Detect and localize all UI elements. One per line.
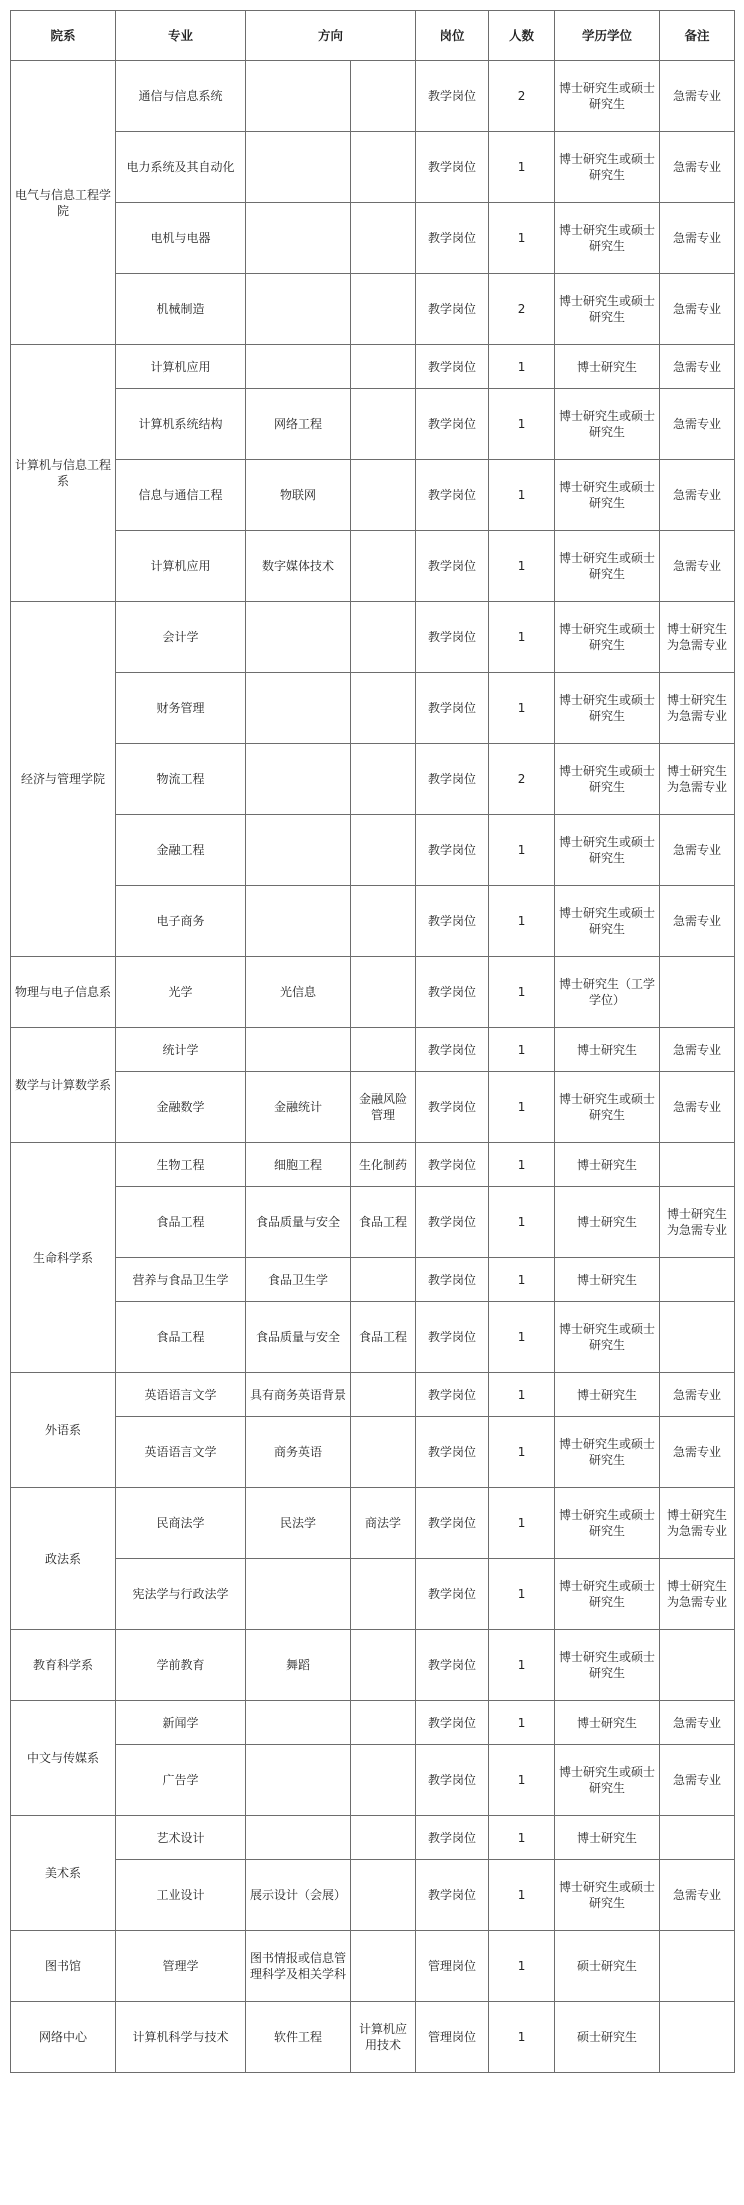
major-cell: 光学 bbox=[116, 957, 246, 1028]
table-row bbox=[11, 673, 735, 744]
table-row bbox=[11, 1417, 735, 1488]
degree-cell: 博士研究生或硕士研究生 bbox=[555, 531, 660, 602]
post-cell: 教学岗位 bbox=[416, 531, 489, 602]
direction-cell bbox=[246, 1028, 351, 1072]
sub-direction-cell: 食品工程 bbox=[351, 1302, 416, 1373]
table-row bbox=[11, 1072, 735, 1143]
post-cell: 教学岗位 bbox=[416, 815, 489, 886]
count-cell: 1 bbox=[489, 1143, 555, 1187]
count-cell: 1 bbox=[489, 1630, 555, 1701]
post-cell: 教学岗位 bbox=[416, 886, 489, 957]
direction-cell: 数字媒体技术 bbox=[246, 531, 351, 602]
sub-direction-cell bbox=[351, 274, 416, 345]
post-cell: 教学岗位 bbox=[416, 1302, 489, 1373]
remark-cell: 急需专业 bbox=[660, 1373, 735, 1417]
header-major: 专业 bbox=[116, 11, 246, 61]
table-row bbox=[11, 1258, 735, 1302]
count-cell: 1 bbox=[489, 1816, 555, 1860]
sub-direction-cell bbox=[351, 1559, 416, 1630]
remark-cell bbox=[660, 1816, 735, 1860]
post-cell: 教学岗位 bbox=[416, 1373, 489, 1417]
sub-direction-cell bbox=[351, 1028, 416, 1072]
remark-cell: 急需专业 bbox=[660, 203, 735, 274]
remark-cell: 急需专业 bbox=[660, 1072, 735, 1143]
table-row bbox=[11, 460, 735, 531]
direction-cell: 食品卫生学 bbox=[246, 1258, 351, 1302]
remark-cell bbox=[660, 1630, 735, 1701]
remark-cell: 急需专业 bbox=[660, 61, 735, 132]
direction-cell bbox=[246, 1701, 351, 1745]
sub-direction-cell bbox=[351, 1373, 416, 1417]
direction-cell bbox=[246, 815, 351, 886]
sub-direction-cell bbox=[351, 1931, 416, 2002]
table-row bbox=[11, 132, 735, 203]
table-row bbox=[11, 1302, 735, 1373]
major-cell: 财务管理 bbox=[116, 673, 246, 744]
sub-direction-cell bbox=[351, 815, 416, 886]
direction-cell bbox=[246, 274, 351, 345]
table-row bbox=[11, 1373, 735, 1417]
major-cell: 广告学 bbox=[116, 1745, 246, 1816]
table-row bbox=[11, 744, 735, 815]
major-cell: 计算机应用 bbox=[116, 345, 246, 389]
table-row bbox=[11, 1630, 735, 1701]
remark-cell: 急需专业 bbox=[660, 389, 735, 460]
count-cell: 1 bbox=[489, 1028, 555, 1072]
degree-cell: 博士研究生或硕士研究生 bbox=[555, 602, 660, 673]
degree-cell: 博士研究生或硕士研究生 bbox=[555, 274, 660, 345]
major-cell: 通信与信息系统 bbox=[116, 61, 246, 132]
direction-cell: 民法学 bbox=[246, 1488, 351, 1559]
count-cell: 1 bbox=[489, 345, 555, 389]
post-cell: 教学岗位 bbox=[416, 1028, 489, 1072]
direction-cell: 物联网 bbox=[246, 460, 351, 531]
college-cell: 电气与信息工程学院 bbox=[11, 61, 116, 345]
count-cell: 1 bbox=[489, 1488, 555, 1559]
remark-cell: 博士研究生为急需专业 bbox=[660, 1187, 735, 1258]
degree-cell: 博士研究生或硕士研究生 bbox=[555, 1745, 660, 1816]
count-cell: 1 bbox=[489, 132, 555, 203]
direction-cell: 食品质量与安全 bbox=[246, 1302, 351, 1373]
table-body bbox=[11, 61, 735, 2073]
table-row bbox=[11, 602, 735, 673]
sub-direction-cell: 计算机应用技术 bbox=[351, 2002, 416, 2073]
sub-direction-cell: 商法学 bbox=[351, 1488, 416, 1559]
degree-cell: 硕士研究生 bbox=[555, 1931, 660, 2002]
remark-cell: 博士研究生为急需专业 bbox=[660, 744, 735, 815]
sub-direction-cell bbox=[351, 1630, 416, 1701]
remark-cell: 博士研究生为急需专业 bbox=[660, 1488, 735, 1559]
post-cell: 教学岗位 bbox=[416, 673, 489, 744]
table-row bbox=[11, 531, 735, 602]
major-cell: 机械制造 bbox=[116, 274, 246, 345]
degree-cell: 博士研究生 bbox=[555, 1701, 660, 1745]
college-cell: 教育科学系 bbox=[11, 1630, 116, 1701]
major-cell: 统计学 bbox=[116, 1028, 246, 1072]
remark-cell bbox=[660, 2002, 735, 2073]
sub-direction-cell: 食品工程 bbox=[351, 1187, 416, 1258]
direction-cell bbox=[246, 744, 351, 815]
degree-cell: 博士研究生或硕士研究生 bbox=[555, 1302, 660, 1373]
sub-direction-cell bbox=[351, 389, 416, 460]
degree-cell: 博士研究生 bbox=[555, 1028, 660, 1072]
college-cell: 生命科学系 bbox=[11, 1143, 116, 1373]
degree-cell: 博士研究生 bbox=[555, 1816, 660, 1860]
direction-cell: 细胞工程 bbox=[246, 1143, 351, 1187]
sub-direction-cell bbox=[351, 673, 416, 744]
direction-cell: 舞蹈 bbox=[246, 1630, 351, 1701]
count-cell: 1 bbox=[489, 602, 555, 673]
count-cell: 1 bbox=[489, 673, 555, 744]
degree-cell: 博士研究生（工学学位） bbox=[555, 957, 660, 1028]
remark-cell: 急需专业 bbox=[660, 1028, 735, 1072]
major-cell: 金融工程 bbox=[116, 815, 246, 886]
degree-cell: 博士研究生或硕士研究生 bbox=[555, 673, 660, 744]
major-cell: 金融数学 bbox=[116, 1072, 246, 1143]
table-row bbox=[11, 1860, 735, 1931]
count-cell: 1 bbox=[489, 1931, 555, 2002]
sub-direction-cell bbox=[351, 531, 416, 602]
sub-direction-cell bbox=[351, 1860, 416, 1931]
major-cell: 艺术设计 bbox=[116, 1816, 246, 1860]
direction-cell bbox=[246, 1745, 351, 1816]
remark-cell bbox=[660, 1302, 735, 1373]
major-cell: 食品工程 bbox=[116, 1187, 246, 1258]
count-cell: 1 bbox=[489, 1559, 555, 1630]
remark-cell bbox=[660, 957, 735, 1028]
major-cell: 英语语言文学 bbox=[116, 1417, 246, 1488]
table-row bbox=[11, 886, 735, 957]
degree-cell: 博士研究生或硕士研究生 bbox=[555, 1630, 660, 1701]
count-cell: 1 bbox=[489, 1745, 555, 1816]
table-row bbox=[11, 1488, 735, 1559]
table-row bbox=[11, 815, 735, 886]
college-cell: 计算机与信息工程系 bbox=[11, 345, 116, 602]
table-row bbox=[11, 345, 735, 389]
degree-cell: 博士研究生或硕士研究生 bbox=[555, 1417, 660, 1488]
degree-cell: 博士研究生 bbox=[555, 1258, 660, 1302]
table-row bbox=[11, 274, 735, 345]
remark-cell: 急需专业 bbox=[660, 815, 735, 886]
direction-cell bbox=[246, 203, 351, 274]
post-cell: 教学岗位 bbox=[416, 1488, 489, 1559]
count-cell: 1 bbox=[489, 2002, 555, 2073]
header-row bbox=[11, 11, 735, 61]
major-cell: 民商法学 bbox=[116, 1488, 246, 1559]
header-college: 院系 bbox=[11, 11, 116, 61]
count-cell: 1 bbox=[489, 389, 555, 460]
degree-cell: 博士研究生或硕士研究生 bbox=[555, 886, 660, 957]
table-row bbox=[11, 1816, 735, 1860]
count-cell: 2 bbox=[489, 61, 555, 132]
degree-cell: 博士研究生或硕士研究生 bbox=[555, 1860, 660, 1931]
major-cell: 学前教育 bbox=[116, 1630, 246, 1701]
table-row bbox=[11, 1745, 735, 1816]
post-cell: 教学岗位 bbox=[416, 957, 489, 1028]
degree-cell: 博士研究生或硕士研究生 bbox=[555, 744, 660, 815]
sub-direction-cell: 金融风险管理 bbox=[351, 1072, 416, 1143]
sub-direction-cell bbox=[351, 744, 416, 815]
post-cell: 教学岗位 bbox=[416, 274, 489, 345]
sub-direction-cell bbox=[351, 1417, 416, 1488]
remark-cell: 博士研究生为急需专业 bbox=[660, 1559, 735, 1630]
count-cell: 1 bbox=[489, 957, 555, 1028]
degree-cell: 硕士研究生 bbox=[555, 2002, 660, 2073]
header-post: 岗位 bbox=[416, 11, 489, 61]
sub-direction-cell bbox=[351, 1745, 416, 1816]
college-cell: 图书馆 bbox=[11, 1931, 116, 2002]
remark-cell: 急需专业 bbox=[660, 345, 735, 389]
post-cell: 教学岗位 bbox=[416, 345, 489, 389]
direction-cell bbox=[246, 132, 351, 203]
major-cell: 物流工程 bbox=[116, 744, 246, 815]
post-cell: 教学岗位 bbox=[416, 1143, 489, 1187]
sub-direction-cell bbox=[351, 460, 416, 531]
post-cell: 教学岗位 bbox=[416, 389, 489, 460]
direction-cell bbox=[246, 602, 351, 673]
count-cell: 1 bbox=[489, 1258, 555, 1302]
degree-cell: 博士研究生或硕士研究生 bbox=[555, 1488, 660, 1559]
count-cell: 2 bbox=[489, 744, 555, 815]
count-cell: 1 bbox=[489, 1701, 555, 1745]
count-cell: 1 bbox=[489, 1072, 555, 1143]
post-cell: 教学岗位 bbox=[416, 744, 489, 815]
direction-cell: 金融统计 bbox=[246, 1072, 351, 1143]
direction-cell bbox=[246, 1816, 351, 1860]
post-cell: 管理岗位 bbox=[416, 2002, 489, 2073]
degree-cell: 博士研究生 bbox=[555, 1373, 660, 1417]
post-cell: 教学岗位 bbox=[416, 602, 489, 673]
college-cell: 外语系 bbox=[11, 1373, 116, 1488]
direction-cell bbox=[246, 886, 351, 957]
remark-cell: 急需专业 bbox=[660, 460, 735, 531]
direction-cell: 网络工程 bbox=[246, 389, 351, 460]
remark-cell: 急需专业 bbox=[660, 274, 735, 345]
major-cell: 电子商务 bbox=[116, 886, 246, 957]
count-cell: 1 bbox=[489, 1860, 555, 1931]
post-cell: 教学岗位 bbox=[416, 132, 489, 203]
table-row bbox=[11, 2002, 735, 2073]
direction-cell: 食品质量与安全 bbox=[246, 1187, 351, 1258]
count-cell: 1 bbox=[489, 203, 555, 274]
direction-cell: 展示设计（会展） bbox=[246, 1860, 351, 1931]
count-cell: 1 bbox=[489, 886, 555, 957]
major-cell: 会计学 bbox=[116, 602, 246, 673]
major-cell: 新闻学 bbox=[116, 1701, 246, 1745]
header-remark: 备注 bbox=[660, 11, 735, 61]
post-cell: 教学岗位 bbox=[416, 460, 489, 531]
sub-direction-cell bbox=[351, 61, 416, 132]
table-row bbox=[11, 389, 735, 460]
college-cell: 经济与管理学院 bbox=[11, 602, 116, 957]
table-row bbox=[11, 1701, 735, 1745]
table-row bbox=[11, 957, 735, 1028]
table-row bbox=[11, 1931, 735, 2002]
major-cell: 食品工程 bbox=[116, 1302, 246, 1373]
major-cell: 管理学 bbox=[116, 1931, 246, 2002]
degree-cell: 博士研究生或硕士研究生 bbox=[555, 815, 660, 886]
degree-cell: 博士研究生或硕士研究生 bbox=[555, 460, 660, 531]
remark-cell: 急需专业 bbox=[660, 531, 735, 602]
remark-cell: 急需专业 bbox=[660, 132, 735, 203]
count-cell: 1 bbox=[489, 1417, 555, 1488]
count-cell: 1 bbox=[489, 815, 555, 886]
direction-cell: 软件工程 bbox=[246, 2002, 351, 2073]
college-cell: 数学与计算数学系 bbox=[11, 1028, 116, 1143]
post-cell: 管理岗位 bbox=[416, 1931, 489, 2002]
direction-cell bbox=[246, 61, 351, 132]
major-cell: 电力系统及其自动化 bbox=[116, 132, 246, 203]
degree-cell: 博士研究生或硕士研究生 bbox=[555, 389, 660, 460]
major-cell: 信息与通信工程 bbox=[116, 460, 246, 531]
college-cell: 物理与电子信息系 bbox=[11, 957, 116, 1028]
direction-cell: 图书情报或信息管理科学及相关学科 bbox=[246, 1931, 351, 2002]
post-cell: 教学岗位 bbox=[416, 1187, 489, 1258]
major-cell: 计算机科学与技术 bbox=[116, 2002, 246, 2073]
major-cell: 工业设计 bbox=[116, 1860, 246, 1931]
degree-cell: 博士研究生 bbox=[555, 1143, 660, 1187]
degree-cell: 博士研究生或硕士研究生 bbox=[555, 1072, 660, 1143]
direction-cell: 具有商务英语背景 bbox=[246, 1373, 351, 1417]
degree-cell: 博士研究生或硕士研究生 bbox=[555, 61, 660, 132]
header-direction: 方向 bbox=[246, 11, 416, 61]
degree-cell: 博士研究生或硕士研究生 bbox=[555, 203, 660, 274]
post-cell: 教学岗位 bbox=[416, 61, 489, 132]
sub-direction-cell bbox=[351, 1701, 416, 1745]
post-cell: 教学岗位 bbox=[416, 1860, 489, 1931]
major-cell: 宪法学与行政法学 bbox=[116, 1559, 246, 1630]
degree-cell: 博士研究生 bbox=[555, 345, 660, 389]
count-cell: 2 bbox=[489, 274, 555, 345]
table-row bbox=[11, 1559, 735, 1630]
sub-direction-cell bbox=[351, 957, 416, 1028]
count-cell: 1 bbox=[489, 460, 555, 531]
sub-direction-cell bbox=[351, 886, 416, 957]
count-cell: 1 bbox=[489, 1187, 555, 1258]
remark-cell: 急需专业 bbox=[660, 1860, 735, 1931]
direction-cell bbox=[246, 673, 351, 744]
post-cell: 教学岗位 bbox=[416, 1701, 489, 1745]
direction-cell bbox=[246, 345, 351, 389]
college-cell: 中文与传媒系 bbox=[11, 1701, 116, 1816]
remark-cell: 急需专业 bbox=[660, 1701, 735, 1745]
remark-cell: 急需专业 bbox=[660, 1745, 735, 1816]
sub-direction-cell bbox=[351, 132, 416, 203]
header-degree: 学历学位 bbox=[555, 11, 660, 61]
header-count: 人数 bbox=[489, 11, 555, 61]
sub-direction-cell bbox=[351, 1258, 416, 1302]
post-cell: 教学岗位 bbox=[416, 1072, 489, 1143]
table-row bbox=[11, 203, 735, 274]
major-cell: 电机与电器 bbox=[116, 203, 246, 274]
post-cell: 教学岗位 bbox=[416, 1258, 489, 1302]
post-cell: 教学岗位 bbox=[416, 1630, 489, 1701]
degree-cell: 博士研究生或硕士研究生 bbox=[555, 1559, 660, 1630]
degree-cell: 博士研究生 bbox=[555, 1187, 660, 1258]
recruitment-table bbox=[10, 10, 735, 2073]
remark-cell: 博士研究生为急需专业 bbox=[660, 673, 735, 744]
direction-cell: 光信息 bbox=[246, 957, 351, 1028]
remark-cell bbox=[660, 1931, 735, 2002]
remark-cell bbox=[660, 1143, 735, 1187]
degree-cell: 博士研究生或硕士研究生 bbox=[555, 132, 660, 203]
count-cell: 1 bbox=[489, 1302, 555, 1373]
direction-cell: 商务英语 bbox=[246, 1417, 351, 1488]
table-row bbox=[11, 1143, 735, 1187]
direction-cell bbox=[246, 1559, 351, 1630]
post-cell: 教学岗位 bbox=[416, 203, 489, 274]
major-cell: 营养与食品卫生学 bbox=[116, 1258, 246, 1302]
table-row bbox=[11, 1187, 735, 1258]
count-cell: 1 bbox=[489, 531, 555, 602]
major-cell: 生物工程 bbox=[116, 1143, 246, 1187]
remark-cell: 急需专业 bbox=[660, 886, 735, 957]
table-row bbox=[11, 61, 735, 132]
post-cell: 教学岗位 bbox=[416, 1559, 489, 1630]
post-cell: 教学岗位 bbox=[416, 1816, 489, 1860]
sub-direction-cell bbox=[351, 602, 416, 673]
sub-direction-cell bbox=[351, 203, 416, 274]
remark-cell: 博士研究生为急需专业 bbox=[660, 602, 735, 673]
major-cell: 英语语言文学 bbox=[116, 1373, 246, 1417]
major-cell: 计算机系统结构 bbox=[116, 389, 246, 460]
post-cell: 教学岗位 bbox=[416, 1745, 489, 1816]
college-cell: 政法系 bbox=[11, 1488, 116, 1630]
college-cell: 美术系 bbox=[11, 1816, 116, 1931]
sub-direction-cell bbox=[351, 1816, 416, 1860]
remark-cell bbox=[660, 1258, 735, 1302]
college-cell: 网络中心 bbox=[11, 2002, 116, 2073]
post-cell: 教学岗位 bbox=[416, 1417, 489, 1488]
count-cell: 1 bbox=[489, 1373, 555, 1417]
sub-direction-cell bbox=[351, 345, 416, 389]
remark-cell: 急需专业 bbox=[660, 1417, 735, 1488]
table-row bbox=[11, 1028, 735, 1072]
major-cell: 计算机应用 bbox=[116, 531, 246, 602]
sub-direction-cell: 生化制药 bbox=[351, 1143, 416, 1187]
